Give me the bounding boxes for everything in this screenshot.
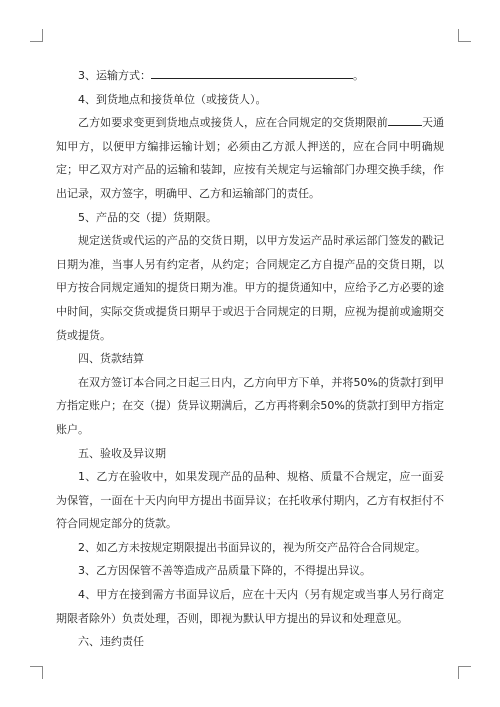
paragraph-inspection-2: 2、如乙方未按规定期限提出书面异议的，视为所交产品符合合同规定。 xyxy=(78,540,426,554)
paragraph-inspection-1: 1、乙方在验收中，如果发现产品的品种、规格、质量不合规定，应一面妥为保管，一面在十天内向甲方提出书面异议；在托收承付期内，乙方有权拒付不符合同规定部分的货款。 xyxy=(56,470,444,531)
section-heading-inspection: 五、验收及异议期 xyxy=(78,446,166,460)
paragraph-delivery-location: 4、到货地点和接货单位（或接货人）。 xyxy=(78,92,267,106)
crop-mark-top-left xyxy=(30,29,43,42)
document-body xyxy=(56,64,444,654)
text-run: 乙方如要求变更到货地点或接货人，应在合同规定的交货期限前 xyxy=(78,116,388,130)
paragraph-inspection-4: 4、甲方在接到需方书面异议后，应在十天内（另有规定或当事人另行商定期限者除外）负责处理，否则，即视为默认甲方提出的异议和处理意见。 xyxy=(56,588,444,625)
text-run: 天通知甲方，以便甲方编排运输计划；必须由乙方派人押送的，应在合同中明确规定；甲乙双方对产品的运输和装卸，应按有关规定与运输部门办理交换手续，作出记录，双方签字，明确甲、乙方和运输部门的责任。 xyxy=(56,116,445,200)
crop-mark-top-right xyxy=(458,29,471,42)
paragraph-delivery-date-rules: 规定送货或代运的产品的交货日期，以甲方发运产品时承运部门签发的戳记日期为准，当事人另有约定者，从约定；合同规定乙方自提产品的交货日期，以甲方按合同规定通知的提货日期为准。甲方的提货通知中，应给予乙方必要的途中时间，实际交货或提货日期早于或迟于合同规定的日期，应视为提前或逾期交货或提货。 xyxy=(56,234,444,342)
text-run: 3、运输方式： xyxy=(78,69,151,82)
paragraph-payment-terms: 在双方签订本合同之日起三日内，乙方向甲方下单，并将50%的货款打到甲方指定账户；在交（提）货异议期满后，乙方再将剩余50%的货款打到甲方指定账户。 xyxy=(56,375,444,436)
fill-in-blank xyxy=(151,65,353,79)
fill-in-blank xyxy=(388,112,422,126)
crop-mark-bottom-right xyxy=(458,666,471,679)
section-heading-payment: 四、货款结算 xyxy=(78,352,144,366)
section-heading-liability: 六、违约责任 xyxy=(78,635,144,649)
paragraph-inspection-3: 3、乙方因保管不善等造成产品质量下降的，不得提出异议。 xyxy=(78,564,371,578)
text-run: 。 xyxy=(353,69,364,82)
paragraph-change-notice xyxy=(56,111,444,205)
paragraph-delivery-deadline: 5、产品的交（提）货期限。 xyxy=(78,210,217,224)
paragraph-transport-method xyxy=(56,64,444,88)
crop-mark-bottom-left xyxy=(30,666,43,679)
